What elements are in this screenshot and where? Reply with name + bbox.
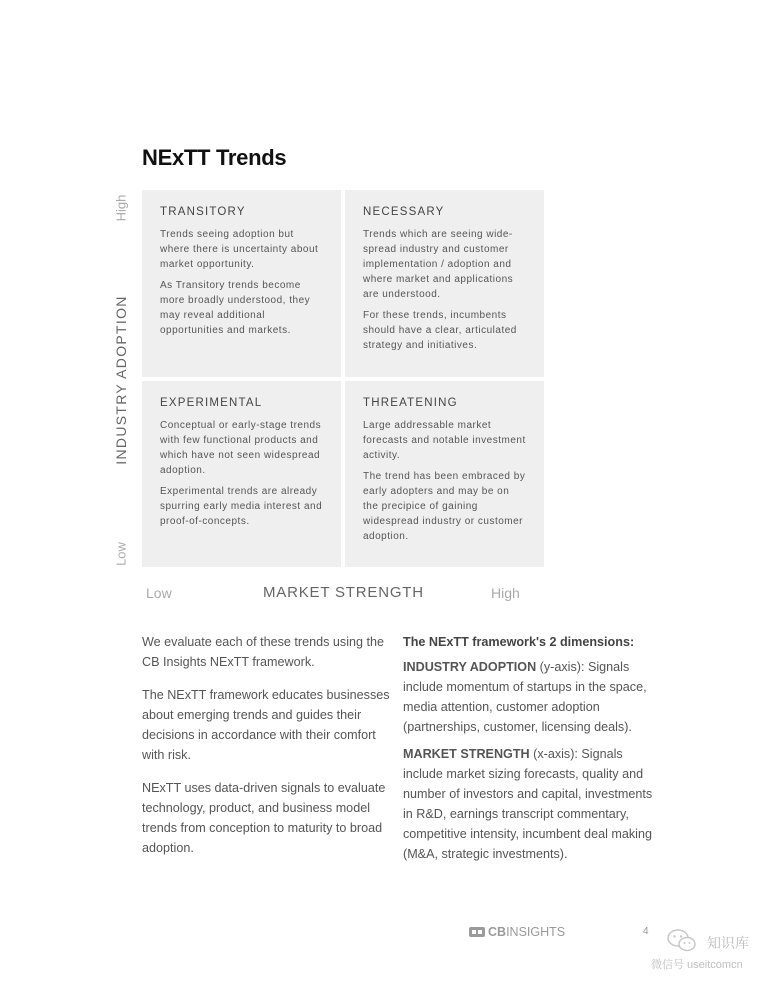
quadrant-text: As Transitory trends become more broadly understood, they may reveal additional opportunities and markets. xyxy=(160,280,311,336)
industry-adoption-paragraph xyxy=(403,657,663,737)
quadrant-heading: THREATENING xyxy=(363,397,458,409)
industry-adoption-text: (y-axis): Signals include momentum of startups in the space, media attention, customer adoption (partnerships, customer, licensing deals). xyxy=(403,660,647,734)
quadrant-text: Trends seeing adoption but where there is uncertainty about market opportunity. xyxy=(160,229,319,270)
page-number: 4 xyxy=(643,926,649,937)
market-strength-text: (x-axis): Signals include market sizing forecasts, quality and number of investors and capital, investments in R&D, earnings transcript commentary, competitive intensity, incumbent deal making (M&A, strategic investments). xyxy=(403,747,653,861)
quadrant-text: The trend has been embraced by early adopters and may be on the precipice of gaining widespread industry or customer adoption. xyxy=(363,471,526,542)
x-axis-low-label: Low xyxy=(146,585,172,601)
intro-paragraph: NExTT uses data-driven signals to evaluate technology, product, and business model trends from conception to maturity to broad adoption. xyxy=(142,781,386,855)
quadrant-threatening xyxy=(345,381,544,567)
quadrant-text: For these trends, incumbents should have a clear, articulated strategy and initiatives. xyxy=(363,310,517,351)
watermark-subtext: 微信号 useitcomcn xyxy=(651,959,743,971)
cb-logo-icon xyxy=(469,927,485,937)
x-axis-title: MARKET STRENGTH xyxy=(263,584,424,601)
wechat-icon xyxy=(666,928,698,954)
intro-column xyxy=(142,632,390,858)
y-axis-low-label: Low xyxy=(113,542,129,566)
page-title: NExTT Trends xyxy=(142,145,287,170)
intro-paragraph: We evaluate each of these trends using the CB Insights NExTT framework. xyxy=(142,635,385,669)
logo-cb-text: CB xyxy=(488,925,507,939)
quadrant-text: Conceptual or early-stage trends with few functional products and which have not seen widespread adoption. xyxy=(160,420,322,476)
quadrant-heading: EXPERIMENTAL xyxy=(160,397,263,409)
dimensions-heading: The NExTT framework's 2 dimensions: xyxy=(403,635,635,649)
industry-adoption-label: INDUSTRY ADOPTION xyxy=(403,660,537,674)
quadrant-text: Trends which are seeing wide-spread industry and customer implementation / adoption and where market and applications are understood. xyxy=(363,229,514,300)
quadrant-heading: TRANSITORY xyxy=(160,206,246,218)
dimensions-column xyxy=(403,632,663,864)
market-strength-label: MARKET STRENGTH xyxy=(403,747,530,761)
watermark-text: 知识库 xyxy=(707,935,749,951)
quadrant-heading: NECESSARY xyxy=(363,206,445,218)
y-axis-high-label: High xyxy=(113,194,129,222)
logo-insights-text: INSIGHTS xyxy=(506,925,566,939)
intro-paragraph: The NExTT framework educates businesses about emerging trends and guides their decisions in accordance with their comfort with risk. xyxy=(142,688,390,762)
quadrant-necessary xyxy=(345,190,544,377)
quadrant-text: Experimental trends are already spurring early media interest and proof-of-concepts. xyxy=(160,486,323,527)
x-axis-high-label: High xyxy=(491,585,520,601)
y-axis-title: INDUSTRY ADOPTION xyxy=(113,295,129,465)
cb-insights-logo xyxy=(469,925,565,939)
quadrant-experimental xyxy=(142,381,341,567)
quadrant-transitory xyxy=(142,190,341,377)
quadrant-text: Large addressable market forecasts and notable investment activity. xyxy=(363,420,526,461)
market-strength-paragraph xyxy=(403,744,663,864)
